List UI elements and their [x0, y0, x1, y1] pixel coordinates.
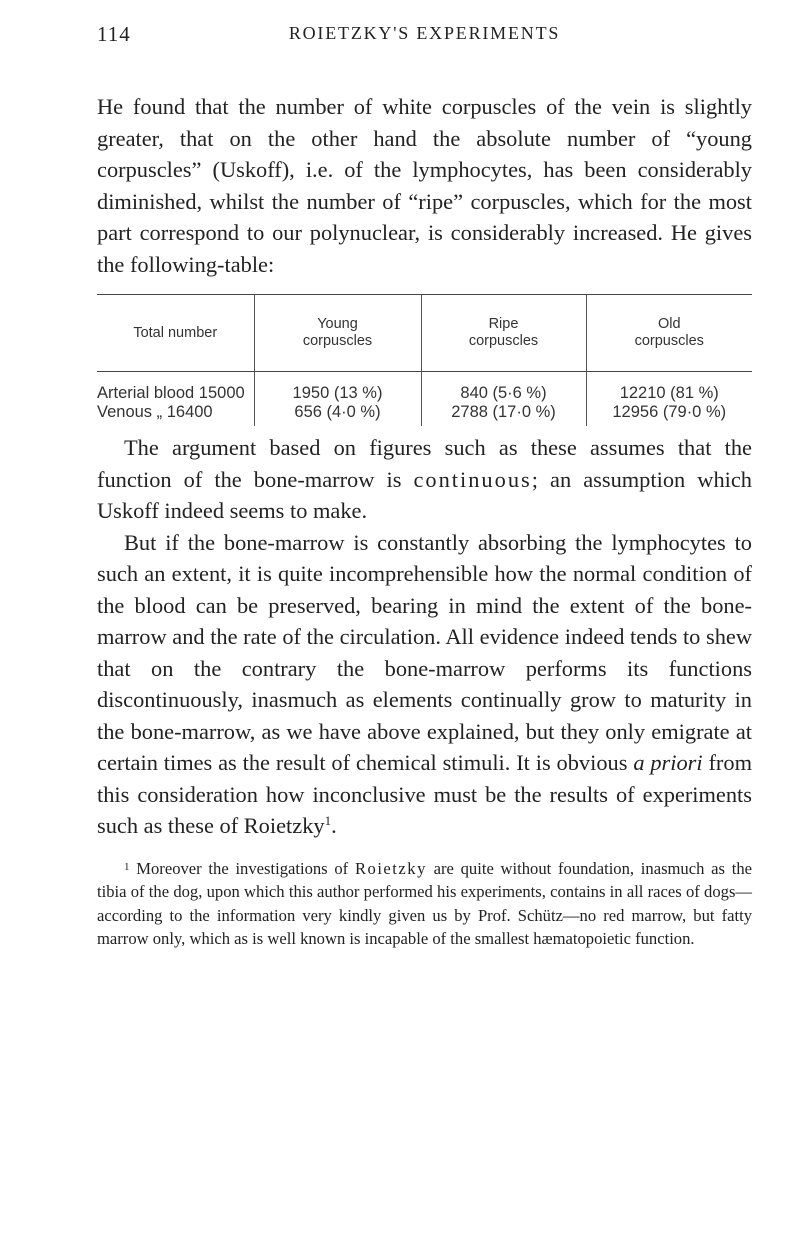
table-row	[97, 384, 752, 403]
footnote-text-b: are quite without foundation, inasmuch as the tibia of the dog, upon which this author performed his experiments, contains in all races of dogs—according to the information very kindly given us by Prof. Schütz—no red marrow, but fatty marrow only, which as is well known is incapable of the smallest hæmatopoietic function.	[97, 858, 752, 949]
footnote-spaced-name: Roietzky	[354, 858, 427, 878]
running-title: ROIETZKY'S EXPERIMENTS	[288, 23, 561, 43]
page-header	[97, 22, 752, 58]
table-cell: 656 (4·0 %)	[254, 403, 421, 426]
header-total-number: Total number	[97, 295, 254, 372]
footnote-mark: 1	[124, 860, 130, 873]
header-old-corpuscles	[586, 295, 752, 372]
table-cell: 12210 (81 %)	[586, 384, 752, 403]
table-spacer-row	[97, 372, 752, 385]
paragraph-intro: He found that the number of white corpuscles of the vein is slightly greater, that on the other hand the absolute number of “young corpuscles” (Uskoff), i.e. of the lymphocytes, has been considerably diminished, whilst the number of “ripe” corpuscles, which for the most part correspond to our polynuclear, is considerably increased. He gives the following-table:	[97, 94, 752, 277]
paragraph-argument-text-b: ; an assumption which Uskoff indeed seems to make.	[97, 466, 752, 523]
paragraph-discussion-text-c: .	[331, 813, 337, 838]
table-cell: Arterial blood 15000	[97, 384, 245, 402]
book-page	[97, 22, 752, 951]
table-row	[97, 403, 752, 426]
header-young-corpuscles-text: Young corpuscles	[302, 316, 373, 349]
header-young-corpuscles	[254, 295, 421, 372]
paragraph-discussion-italic: a priori	[633, 750, 703, 775]
paragraph-argument-spaced: continuous	[413, 466, 532, 492]
paragraph-discussion-text-b: from this consideration how inconclusive must be the results of experiments such as these of Roietzky	[97, 750, 752, 838]
table-cell: Venous „ 16400	[97, 403, 213, 421]
table-header-row	[97, 295, 752, 372]
table-cell: 1950 (13 %)	[254, 384, 421, 403]
table-cell: 840 (5·6 %)	[421, 384, 586, 403]
table-cell: 12956 (79·0 %)	[586, 403, 752, 426]
footnote-text-a: Moreover the investigations of	[136, 858, 355, 878]
header-ripe-corpuscles-text: Ripe corpuscles	[468, 316, 539, 349]
table-cell: 2788 (17·0 %)	[421, 403, 586, 426]
paragraph-argument-text-a: The argument based on figures such as these assumes that the function of the bone-marrow is	[97, 435, 752, 492]
footnote-reference: 1	[324, 813, 332, 828]
corpuscle-count-table	[97, 294, 752, 426]
paragraph-argument	[97, 432, 752, 527]
header-old-corpuscles-text: Old corpuscles	[634, 316, 704, 349]
footnote	[97, 856, 752, 951]
paragraph-discussion	[97, 527, 752, 842]
header-ripe-corpuscles	[421, 295, 586, 372]
paragraph-discussion-text-a: But if the bone-marrow is constantly absorbing the lymphocytes to such an extent, it is quite incomprehensible how the normal condition of the blood can be preserved, bearing in mind the extent of the bone-marrow and the rate of the circulation. All evidence indeed tends to shew that on the contrary the bone-marrow performs its functions discontinuously, inasmuch as elements continually grow to maturity in the bone-marrow, as we have above explained, but they only emigrate at certain times as the result of chemical stimuli. It is obvious	[97, 529, 752, 775]
page-number: 114	[97, 22, 131, 46]
